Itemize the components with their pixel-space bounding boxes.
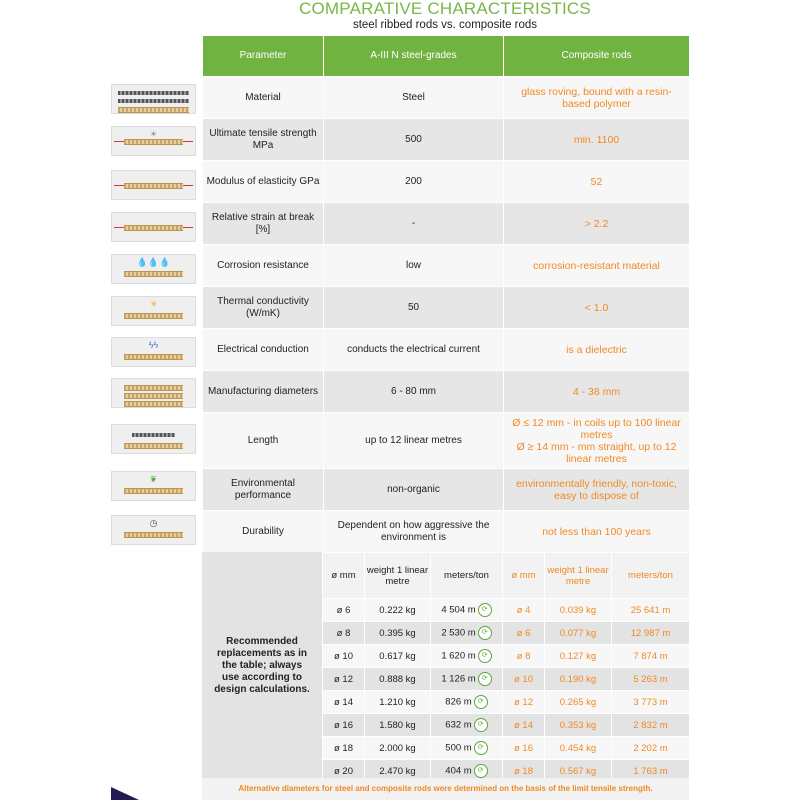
lightning-icon: ϟϟ <box>111 337 196 367</box>
steel-meters-per-ton-value: 632 m <box>445 719 472 731</box>
tensile-icon: ✶ <box>111 126 196 156</box>
composite-meters-per-ton-value: 2 832 m <box>633 719 668 731</box>
composite-weight-value: 0.190 kg <box>559 673 597 685</box>
composite-diameter-value: ø 6 <box>516 627 531 639</box>
steel-diameter-value: ø 18 <box>333 742 353 754</box>
recommendation-text: Recommended replacements as in the table; always use according to design calculations. <box>214 635 310 695</box>
replacement-row <box>323 645 690 668</box>
steel-weight <box>365 691 431 714</box>
row-parameter: Modulus of elasticity GPa <box>203 161 324 203</box>
row-composite: 4 - 38 mm <box>504 371 690 413</box>
header-parameter: Parameter <box>203 36 324 77</box>
steel-meters-per-ton-value: 500 m <box>445 742 472 754</box>
row-steel: Dependent on how aggressive the environment is <box>324 511 504 553</box>
sun-icon: ☀ <box>111 296 196 326</box>
header-steel-meters-per-ton: meters/ton <box>431 553 503 599</box>
row-composite: is a dielectric <box>504 329 690 371</box>
composite-weight-value: 0.077 kg <box>559 627 597 639</box>
steel-weight <box>365 737 431 760</box>
steel-meters-per-ton <box>431 668 503 691</box>
table-row <box>203 77 690 119</box>
composite-meters-per-ton <box>612 622 690 645</box>
replacement-row <box>323 691 690 714</box>
composite-diameter <box>503 668 545 691</box>
row-parameter: Durability <box>203 511 324 553</box>
steel-diameter-value: ø 14 <box>333 696 353 708</box>
composite-diameter <box>503 599 545 622</box>
steel-weight <box>365 622 431 645</box>
diameters-icon <box>111 378 196 408</box>
header-steel-weight: weight 1 linear metre <box>365 553 431 599</box>
composite-weight-value: 0.567 kg <box>559 765 597 777</box>
steel-weight-value: 2.000 kg <box>379 742 416 754</box>
replace-arrow-icon: ⟳ <box>478 649 492 663</box>
composite-diameter <box>503 645 545 668</box>
steel-weight <box>365 668 431 691</box>
steel-weight-value: 2.470 kg <box>379 765 416 777</box>
composite-meters-per-ton-value: 25 641 m <box>630 604 671 616</box>
comparison-table <box>202 35 690 553</box>
clock-icon: ◷ <box>111 515 196 545</box>
row-composite: 52 <box>504 161 690 203</box>
row-steel: 50 <box>324 287 504 329</box>
row-steel: low <box>324 245 504 287</box>
steel-diameter-value: ø 16 <box>333 719 353 731</box>
row-steel: 500 <box>324 119 504 161</box>
steel-weight-value: 0.888 kg <box>379 673 416 685</box>
row-parameter: Ultimate tensile strength MPa <box>203 119 324 161</box>
replacement-row <box>323 737 690 760</box>
composite-meters-per-ton <box>612 668 690 691</box>
steel-weight <box>365 599 431 622</box>
replacement-row <box>323 668 690 691</box>
steel-weight-value: 1.580 kg <box>379 719 416 731</box>
table-row <box>203 371 690 413</box>
steel-meters-per-ton-value: 2 530 m <box>441 627 476 639</box>
steel-diameter-value: ø 10 <box>333 650 353 662</box>
replacement-header <box>323 553 690 599</box>
replacement-table <box>322 552 690 783</box>
row-parameter: Thermal conductivity (W/mK) <box>203 287 324 329</box>
row-steel: 6 - 80 mm <box>324 371 504 413</box>
composite-diameter <box>503 691 545 714</box>
composite-meters-per-ton-value: 12 987 m <box>630 627 671 639</box>
steel-weight-value: 1.210 kg <box>379 696 416 708</box>
row-steel: Steel <box>324 77 504 119</box>
replacement-row <box>323 599 690 622</box>
row-parameter: Manufacturing diameters <box>203 371 324 413</box>
composite-meters-per-ton <box>612 599 690 622</box>
header-composite-meters-per-ton: meters/ton <box>612 553 690 599</box>
leaf-icon: ❦ <box>111 471 196 501</box>
table-row <box>203 329 690 371</box>
composite-diameter <box>503 714 545 737</box>
steel-meters-per-ton-value: 826 m <box>445 696 472 708</box>
steel-meters-per-ton <box>431 599 503 622</box>
header-steel-diameter: ø mm <box>323 553 365 599</box>
composite-diameter-value: ø 14 <box>513 719 533 731</box>
composite-weight <box>545 714 612 737</box>
composite-weight <box>545 599 612 622</box>
steel-weight-value: 0.617 kg <box>379 650 416 662</box>
page-title: COMPARATIVE CHARACTERISTICS <box>299 0 591 18</box>
replace-arrow-icon: ⟳ <box>474 741 488 755</box>
row-steel: 200 <box>324 161 504 203</box>
composite-diameter-value: ø 16 <box>513 742 533 754</box>
row-composite: min. 1100 <box>504 119 690 161</box>
row-steel: conducts the electrical current <box>324 329 504 371</box>
composite-meters-per-ton-value: 7 874 m <box>633 650 668 662</box>
steel-meters-per-ton <box>431 714 503 737</box>
composite-meters-per-ton-value: 3 773 m <box>633 696 668 708</box>
composite-diameter-value: ø 12 <box>513 696 533 708</box>
table-row <box>203 413 690 469</box>
steel-weight-value: 0.395 kg <box>379 627 416 639</box>
steel-diameter-value: ø 8 <box>336 627 351 639</box>
composite-weight <box>545 691 612 714</box>
table-header <box>203 36 690 77</box>
steel-rod-icon <box>111 84 196 114</box>
row-composite: glass roving, bound with a resin-based polymer <box>504 77 690 119</box>
composite-diameter <box>503 737 545 760</box>
row-steel: non-organic <box>324 469 504 511</box>
header-composite: Composite rods <box>504 36 690 77</box>
composite-weight-value: 0.265 kg <box>559 696 597 708</box>
replacement-row <box>323 622 690 645</box>
steel-diameter-value: ø 12 <box>333 673 353 685</box>
page-subtitle: steel ribbed rods vs. composite rods <box>352 19 538 31</box>
table-row <box>203 511 690 553</box>
steel-weight <box>365 714 431 737</box>
steel-meters-per-ton <box>431 737 503 760</box>
table-row <box>203 161 690 203</box>
steel-meters-per-ton <box>431 622 503 645</box>
strain-icon <box>111 212 196 242</box>
steel-diameter-value: ø 20 <box>333 765 353 777</box>
corner-decoration <box>111 787 139 800</box>
composite-meters-per-ton-value: 2 202 m <box>633 742 668 754</box>
composite-diameter-value: ø 10 <box>513 673 533 685</box>
row-composite: environmentally friendly, non-toxic, easy to dispose of <box>504 469 690 511</box>
composite-diameter <box>503 622 545 645</box>
steel-diameter <box>323 645 365 668</box>
row-steel: up to 12 linear metres <box>324 413 504 469</box>
steel-meters-per-ton-value: 1 620 m <box>441 650 476 662</box>
steel-diameter <box>323 691 365 714</box>
row-parameter: Relative strain at break [%] <box>203 203 324 245</box>
steel-diameter-value: ø 6 <box>336 604 351 616</box>
steel-meters-per-ton <box>431 645 503 668</box>
row-steel: - <box>324 203 504 245</box>
composite-weight-value: 0.353 kg <box>559 719 597 731</box>
composite-weight-value: 0.127 kg <box>559 650 597 662</box>
replace-arrow-icon: ⟳ <box>474 718 488 732</box>
composite-weight-value: 0.454 kg <box>559 742 597 754</box>
table-row <box>203 245 690 287</box>
steel-weight-value: 0.222 kg <box>379 604 416 616</box>
composite-meters-per-ton-value: 1 763 m <box>633 765 668 777</box>
steel-meters-per-ton <box>431 691 503 714</box>
table-row <box>203 469 690 511</box>
steel-weight <box>365 645 431 668</box>
composite-weight <box>545 645 612 668</box>
steel-meters-per-ton-value: 4 504 m <box>441 604 476 616</box>
row-composite: < 1.0 <box>504 287 690 329</box>
row-composite: > 2.2 <box>504 203 690 245</box>
header-composite-diameter: ø mm <box>503 553 545 599</box>
recommendation-cell <box>202 552 322 779</box>
replace-arrow-icon: ⟳ <box>478 672 492 686</box>
steel-diameter <box>323 668 365 691</box>
replace-arrow-icon: ⟳ <box>474 695 488 709</box>
footnote: Alternative diameters for steel and composite rods were determined on the basis of the limit tensile strength. <box>202 778 689 800</box>
composite-diameter-value: ø 8 <box>516 650 531 662</box>
composite-meters-per-ton <box>612 714 690 737</box>
steel-diameter <box>323 737 365 760</box>
composite-weight <box>545 668 612 691</box>
row-parameter: Material <box>203 77 324 119</box>
table-row <box>203 203 690 245</box>
steel-meters-per-ton-value: 404 m <box>445 765 472 777</box>
steel-meters-per-ton-value: 1 126 m <box>441 673 476 685</box>
composite-meters-per-ton <box>612 645 690 668</box>
replacement-row <box>323 714 690 737</box>
composite-meters-per-ton-value: 5 263 m <box>633 673 668 685</box>
composite-weight <box>545 737 612 760</box>
composite-diameter-value: ø 4 <box>516 604 531 616</box>
replace-arrow-icon: ⟳ <box>478 626 492 640</box>
header-composite-weight: weight 1 linear metre <box>545 553 612 599</box>
table-row <box>203 287 690 329</box>
steel-diameter <box>323 714 365 737</box>
elasticity-icon <box>111 170 196 200</box>
steel-diameter <box>323 622 365 645</box>
composite-meters-per-ton <box>612 737 690 760</box>
composite-weight <box>545 622 612 645</box>
row-parameter: Electrical conduction <box>203 329 324 371</box>
replace-arrow-icon: ⟳ <box>474 764 488 778</box>
row-parameter: Environmental performance <box>203 469 324 511</box>
steel-diameter <box>323 599 365 622</box>
replace-arrow-icon: ⟳ <box>478 603 492 617</box>
water-drops-icon: 💧💧💧 <box>111 254 196 284</box>
coil-length-icon <box>111 424 196 454</box>
composite-weight-value: 0.039 kg <box>559 604 597 616</box>
row-parameter: Corrosion resistance <box>203 245 324 287</box>
row-composite: not less than 100 years <box>504 511 690 553</box>
row-composite: Ø ≤ 12 mm - in coils up to 100 linear metres Ø ≥ 14 mm - mm straight, up to 12 linear metres <box>504 413 690 469</box>
composite-diameter-value: ø 18 <box>513 765 533 777</box>
header-steel: A-III N steel-grades <box>324 36 504 77</box>
composite-meters-per-ton <box>612 691 690 714</box>
row-parameter: Length <box>203 413 324 469</box>
table-row <box>203 119 690 161</box>
row-composite: corrosion-resistant material <box>504 245 690 287</box>
